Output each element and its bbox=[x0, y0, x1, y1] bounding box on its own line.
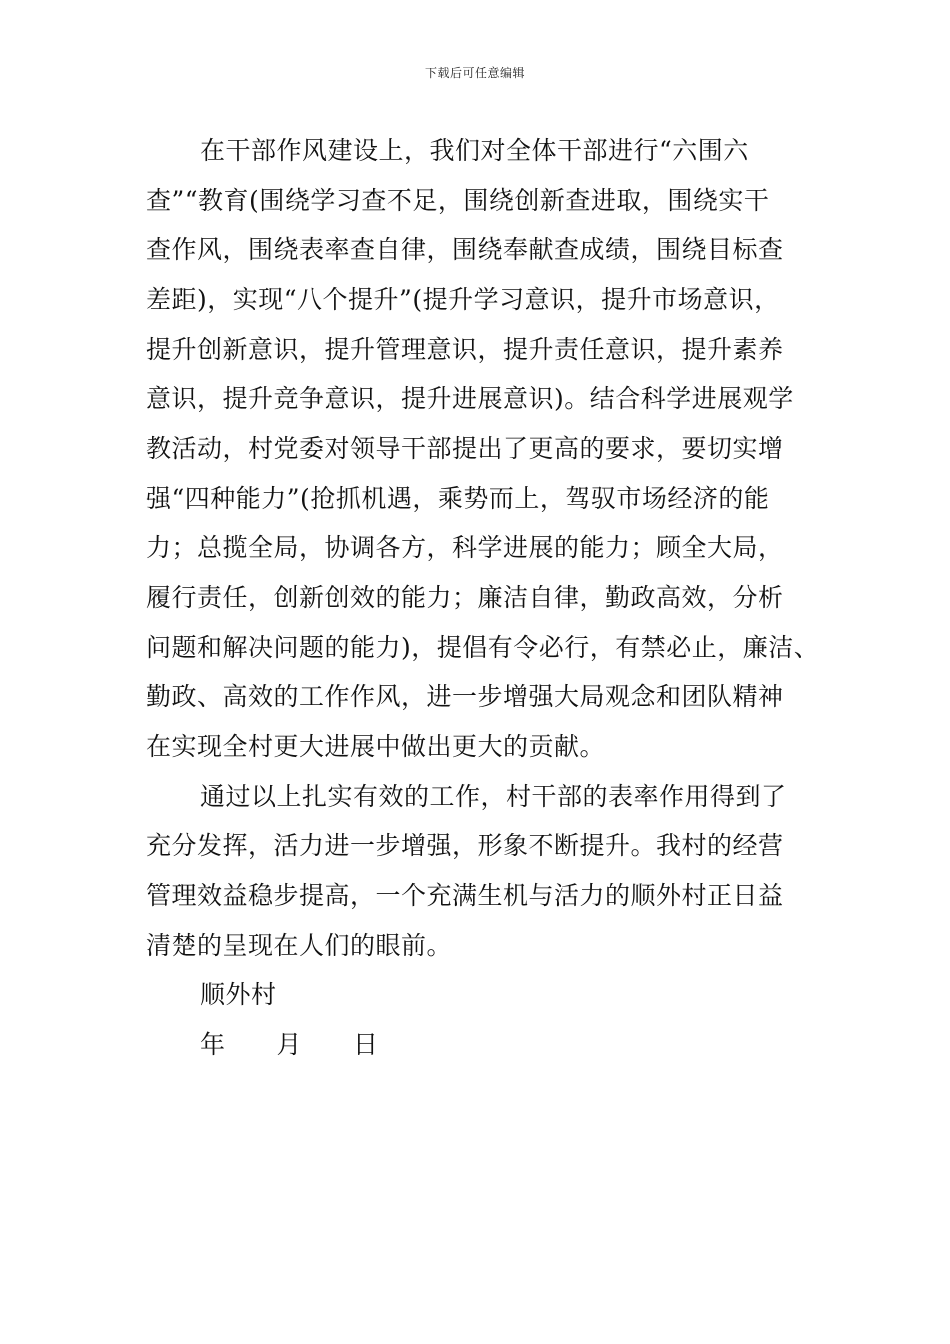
paragraph-line: 查”“教育(围绕学习查不足，围绕创新查进取，围绕实干 bbox=[146, 186, 770, 215]
paragraph-line: 履行责任，创新创效的能力；廉洁自律，勤政高效，分析 bbox=[146, 583, 784, 612]
paragraph-line: 差距)，实现“八个提升”(提升学习意识，提升市场意识， bbox=[146, 285, 780, 314]
paragraph-line: 在实现全村更大进展中做出更大的贡献。 bbox=[146, 732, 606, 761]
paragraph-line: 勤政、高效的工作作风，进一步增强大局观念和团队精神 bbox=[146, 682, 784, 711]
paragraph-line: 提升创新意识，提升管理意识，提升责任意识，提升素养 bbox=[146, 335, 784, 364]
paragraph-line: 在干部作风建设上，我们对全体干部进行“六围六 bbox=[200, 136, 749, 165]
paragraph-line: 管理效益稳步提高，一个充满生机与活力的顺外村正日益 bbox=[146, 881, 784, 910]
signature-date: 年 月 日 bbox=[200, 1030, 379, 1059]
page-header: 下载后可任意编辑 bbox=[424, 66, 525, 80]
paragraph-line: 查作风，围绕表率查自律，围绕奉献查成绩，围绕目标查 bbox=[146, 235, 784, 264]
paragraph-line: 通过以上扎实有效的工作，村干部的表率作用得到了 bbox=[200, 782, 787, 811]
paragraph-line: 力；总揽全局，协调各方，科学进展的能力；顾全大局， bbox=[146, 533, 784, 562]
paragraph-line: 清楚的呈现在人们的眼前。 bbox=[146, 931, 453, 960]
paragraph-line: 问题和解决问题的能力)，提倡有令必行，有禁必止，廉洁、 bbox=[146, 633, 820, 662]
paragraph-line: 教活动，村党委对领导干部提出了更高的要求，要切实增 bbox=[146, 434, 784, 463]
paragraph-line: 意识，提升竞争意识，提升进展意识)。结合科学进展观学 bbox=[146, 384, 794, 413]
paragraph-line: 充分发挥，活力进一步增强，形象不断提升。我村的经营 bbox=[146, 831, 784, 860]
paragraph-line: 强“四种能力”(抢抓机遇，乘势而上，驾驭市场经济的能 bbox=[146, 484, 770, 513]
signature-village: 顺外村 bbox=[200, 980, 277, 1009]
